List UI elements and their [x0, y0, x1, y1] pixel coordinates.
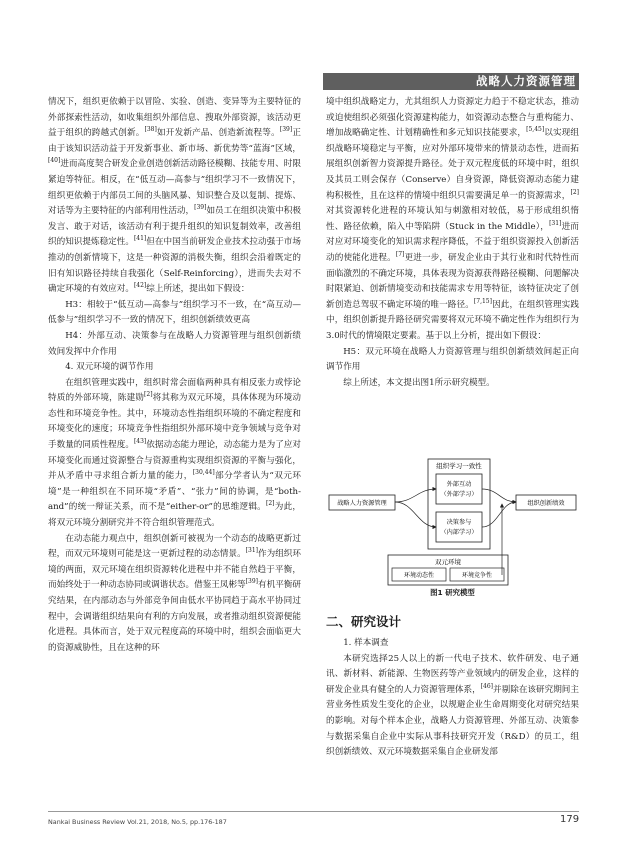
research-model-figure: [326, 457, 579, 602]
hypothesis-h3: H3：相较于“低互动—高参与”组织学习不一致，在“高互动—低参与”组织学习不一致的情况下，组织创新绩效更高: [48, 299, 301, 326]
left-column: [48, 95, 301, 656]
footer-journal-info: Nankai Business Review Vol.21, 2018, No.5, pp.176-187: [48, 818, 227, 826]
section-heading: 二、研究设计: [326, 614, 402, 629]
page-number: 179: [560, 814, 580, 825]
decision-participation-box: [436, 512, 482, 542]
journal-section-banner: 战略人力资源管理: [323, 73, 579, 90]
paragraph: 本研究选择25人以上的新一代电子技术、软件研发、电子通讯、新材料、新能源、生物医药等产业领域内的研发企业，这样的研发企业具有健全的人力资源管理体系，[46]并剔除在该研究期间主营业务性质发生变化的企业，以规避企业生命周期变化对研究结果的影响。对每个样本企业，战略人力资源管理、外部互动、决策参与数据采集自企业中实际从事科技研究开发（R&D）的员工，组织创新绩效、双元环境数据采集自企业研发部: [326, 653, 579, 758]
arrow-decision-to-performance: [482, 502, 516, 527]
section-body: [326, 636, 579, 761]
figure-caption: 图1 研究模型: [430, 588, 475, 597]
paragraph: 境中组织战略定力，尤其组织人力资源定力趋于不稳定状态，推动或迫使组织必须强化资源建构能力，如资源动态整合与重构能力、增加战略确定性、计划精确性和多元知识技能要求，[5,45]以实现组织战略环境稳定与平衡，应对外部环境带来的情景动态性，进而拓展组织创新智力资源提升路径。处于双元程度低的环境中时，组织及其员工则会保存（Conserve）自身资源，降低资源动态能力建构积极性，且在这样的情境中组织只需要满足单一的资源需求，[2]对其资源转化进程的环境认知与刺激相对较低，易于形成组织惰性、路径依赖，陷入中等陷阱（Stuck in the Middle），[31]进而对应对环境变化的知识需求程序降低，不益于组织资源投入创新活动的使能化进程。[7]更进一步，研发企业由于其行业和时代特性而面临激烈的不确定环境，具体表现为资源获得路径模糊、问题解决时限紧迫、创新情境变动和技能需求专用等特征，该特征决定了创新创造总驾驭不确定环境的唯一路径。[7,15]因此，在组织管理实践中，组织创新提升路径研究需要将双元环境不确定性作为组织行为3.0时代的情境限定要素。基于以上分析，提出如下假设：: [326, 97, 579, 341]
external-interaction-label: 外部互动: [446, 481, 472, 488]
external-learning-label: （外部学习）: [440, 491, 478, 498]
hypothesis-h5: H5：双元环境在战略人力资源管理与组织创新绩效间起正向调节作用: [326, 346, 579, 373]
paragraph: 情况下，组织更依赖于以冒险、实验、创造、变异等为主要特征的外部探索性活动，如收集组织外部信息、搜取外部资源，该活动更益于组织的跨越式创新。[38]如开发新产品、创造新流程等。[39]正由于该知识活动益于开发新事业、新市场、新优势等“蓝海”区域，[40]进而高度契合研发企业创造创新活动路径模糊、技能专用、时限紧迫等特征。相反，在“低互动—高参与”组织学习不一致情况下，组织更依赖于内部员工间的头脑风暴、知识整合及以复制、提炼、对话等为主要特征的内部利用性活动，[39]如员工在组织决策中积极发言、敢于对话，该活动有利于提升组织的知识复制效率，改善组织的知识提炼稳定性。[41]但在中国当前研发企业技术拉动强于市场推动的创新情境下，这是一种资源的消极失衡，组织会沿着既定的旧有知识路径持续自我强化（Self-Reinforcing），进而失去对不确定环境的有效应对。[42]综上所述，提出如下假设：: [48, 97, 301, 295]
env-competitiveness-label: 环境竞争性: [461, 572, 493, 579]
paragraph: 在组织管理实践中，组织时常会面临两种具有相反张力或悖论特质的外部环境，陈建勋[2]将其称为双元环境，具体体现为环境动态性和环境竞争性。其中，环境动态性指组织环境的不确定程度和环境变化的速度；环境竞争性指组织外部环境中竞争领域与竞争对手数量的同质性程度。[43]依据动态能力理论，动态能力是为了应对环境变化而通过资源整合与资源重构实现组织资源的平衡与强化，并从矛盾中寻求组合新力量的能力，[30,44]部分学者认为“双元环境”是一种组织在不同环境“矛盾”、“张力”间的协调，是“both-and”的统一辩证关系，而不是“either-or”的思维逻辑。[2]为此，将双元环境分割研究并不符合组织管理范式。: [48, 377, 301, 529]
footer-rule: [48, 811, 579, 812]
arrow-external-to-performance: [482, 489, 516, 502]
decision-participation-label: 决策参与: [446, 519, 472, 526]
right-column: [326, 95, 579, 391]
external-interaction-box: [436, 474, 482, 504]
subsection-heading: 1. 样本调查: [343, 638, 389, 648]
arrow-hrm-to-decision: [395, 502, 436, 527]
learning-consistency-label: 组织学习一致性: [436, 462, 482, 470]
strategic-hrm-label: 战略人力资源管理: [337, 500, 387, 507]
dual-environment-label: 双元环境: [435, 558, 461, 566]
internal-learning-label: （内部学习）: [440, 529, 478, 536]
paragraph: 综上所述，本文提出图1所示研究模型。: [343, 377, 495, 388]
arrow-hrm-to-external: [395, 489, 436, 502]
hypothesis-h4: H4：外部互动、决策参与在战略人力资源管理与组织创新绩效间发挥中介作用: [48, 330, 301, 357]
innovation-performance-label: 组织创新绩效: [527, 500, 565, 507]
env-dynamism-label: 环境动态性: [403, 572, 435, 579]
subsection-heading: 4. 双元环境的调节作用: [65, 362, 154, 373]
paragraph: 在动态能力观点中，组织创新可被视为一个动态的战略更新过程，而双元环境则可能是这一更新过程的动态情景。[31]作为组织环境的两面，双元环境在组织资源转化进程中并不能自然趋于平衡，而始终处于一种动态协同或调谐状态。借鉴王凤彬等[39]有机平衡研究结果，在内部动态与外部竞争间由低水平协同趋于高水平协同过程中，会调谐组织结果向有利的方向发展，或者推动组织资源便能化进程。具体而言，处于双元程度高的环境中时，组织会面临更大的资源威胁性，且在这种的环: [48, 533, 301, 653]
research-model-diagram: [326, 457, 579, 587]
